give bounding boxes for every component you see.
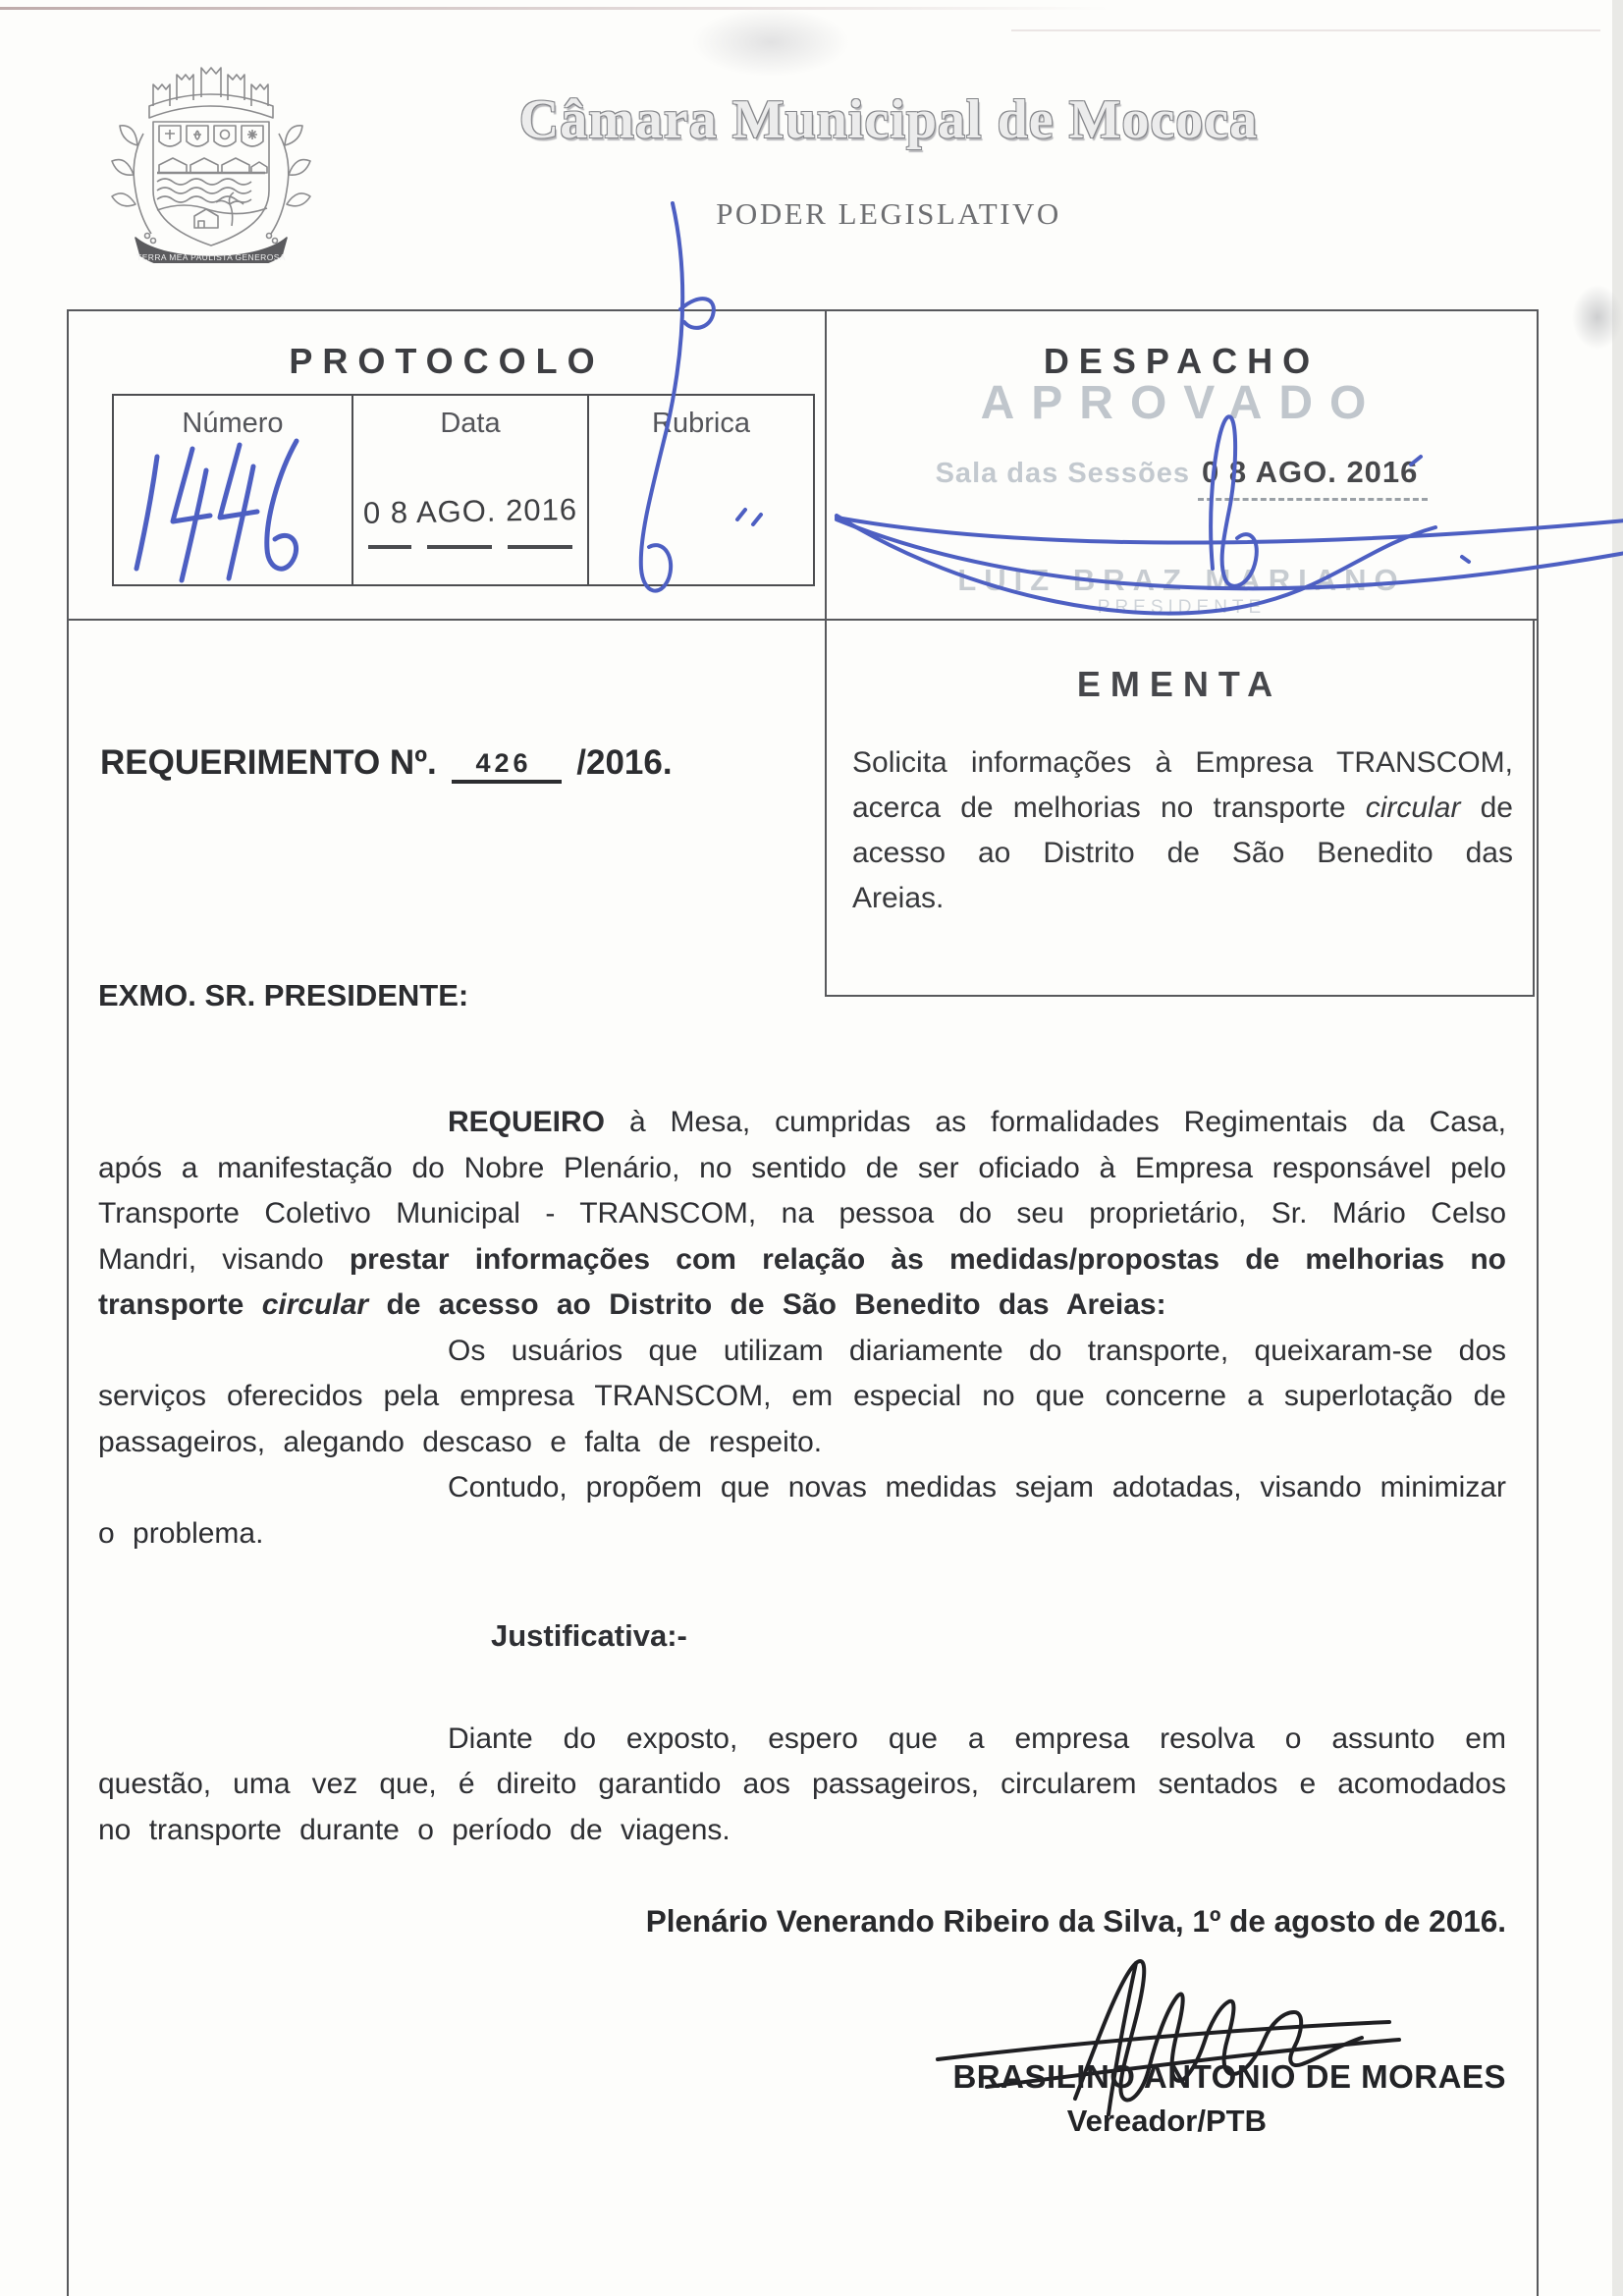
signer-role: Vereador/PTB — [1066, 2104, 1267, 2138]
scan-artifact-top-line — [0, 7, 1109, 10]
ementa-text-part2: de acesso ao Distrito de São Benedito das Areias. — [852, 792, 1513, 914]
rubrica-signature — [555, 193, 761, 626]
letter-body — [98, 1100, 1506, 1853]
protocolo-col-numero — [114, 396, 353, 584]
protocolo-header-numero: Número — [182, 408, 284, 439]
paragraph-3: Contudo, propõem que novas medidas sejam adotadas, visando minimizar o problema. — [98, 1471, 1506, 1550]
signer-name: BRASILINO ANTONIO DE MORAES — [952, 2058, 1506, 2095]
p1-normal: à Mesa, cumpridas as formalidades Regimentais da Casa, após a manifestação do Nobre Plenário, no sentido de ser oficiado à Empresa responsável pelo Transporte Coletivo Municipal - TRANSCOM, na pessoa do seu proprietário, Sr. Mário Celso Mandri, visando — [98, 1106, 1506, 1276]
salutation: EXMO. SR. PRESIDENTE: — [98, 978, 469, 1012]
protocolo-date-underline — [353, 545, 587, 549]
requerimento-suffix: /2016. — [576, 743, 673, 782]
protocolo-section — [69, 311, 827, 619]
protocolo-title: PROTOCOLO — [289, 341, 605, 381]
protocolo-col-data — [353, 396, 589, 584]
ementa-text — [852, 740, 1513, 921]
despacho-title: DESPACHO — [1043, 341, 1321, 381]
coat-of-arms — [104, 43, 318, 263]
coat-of-arms-motto: TERRA MEA PAULISTA GENEROSA — [136, 252, 286, 262]
page-title: Câmara Municipal de Mococa — [518, 89, 1259, 150]
scan-artifact-top-line-2 — [1011, 29, 1600, 31]
justificativa-heading: Justificativa:- — [491, 1618, 687, 1653]
requerimento-number: 426 — [452, 746, 561, 784]
aprovado-stamp: APROVADO — [980, 377, 1383, 429]
paragraph-2: Os usuários que utilizam diariamente do transporte, queixaram-se dos serviços oferecidos pela empresa TRANSCOM, em especial no que concerne a superlotação de passageiros, alegando descaso e falta de respeito. — [98, 1334, 1506, 1458]
p1-bold-italic: circular — [261, 1288, 369, 1321]
protocolo-header-rubrica: Rubrica — [652, 408, 750, 439]
despacho-section — [827, 311, 1537, 619]
p1-bold-mid: prestar informações com relação às medidas/propostas de melhorias no transporte — [98, 1242, 1506, 1321]
sala-das-sessoes-label: Sala das Sessões — [935, 458, 1191, 489]
paragraph-1 — [98, 1100, 1506, 1329]
protocol-despacho-row — [69, 311, 1537, 621]
handwritten-protocol-number-1446 — [120, 431, 328, 592]
despacho-date-stamp: 0 8 AGO. 2016 — [1198, 455, 1428, 501]
president-title-stamp: PRESIDENTE — [1097, 597, 1267, 618]
ementa-section — [825, 619, 1535, 997]
header-subtitle: PODER LEGISLATIVO — [716, 196, 1061, 231]
ementa-text-italic: circular — [1365, 792, 1461, 824]
protocolo-date-stamp: 0 8 AGO. 2016 — [362, 492, 578, 530]
requerimento-prefix: REQUERIMENTO Nº. — [100, 743, 437, 782]
closing-line: Plenário Venerando Ribeiro da Silva, 1º de agosto de 2016. — [645, 1903, 1506, 1939]
p1-bold-end: de acesso ao Distrito de São Benedito das Areias: — [368, 1288, 1166, 1321]
paragraph-4: Diante do exposto, espero que a empresa resolva o assunto em questão, uma vez que, é direito garantido aos passageiros, circularem sentados e acomodados no transporte durante o período de viagens. — [98, 1722, 1506, 1846]
scan-artifact-right-blob — [1572, 285, 1623, 350]
president-name-stamp: LUIZ BRAZ MARIANO — [957, 563, 1406, 597]
protocolo-header-data: Data — [440, 408, 501, 439]
p1-bold-start: REQUEIRO — [448, 1106, 606, 1138]
ementa-text-part1: Solicita informações à Empresa TRANSCOM, acerca de melhorias no transporte — [852, 746, 1513, 824]
requerimento-heading — [100, 743, 673, 786]
ementa-title: EMENTA — [1076, 664, 1283, 704]
scan-artifact-smudge — [692, 8, 849, 77]
